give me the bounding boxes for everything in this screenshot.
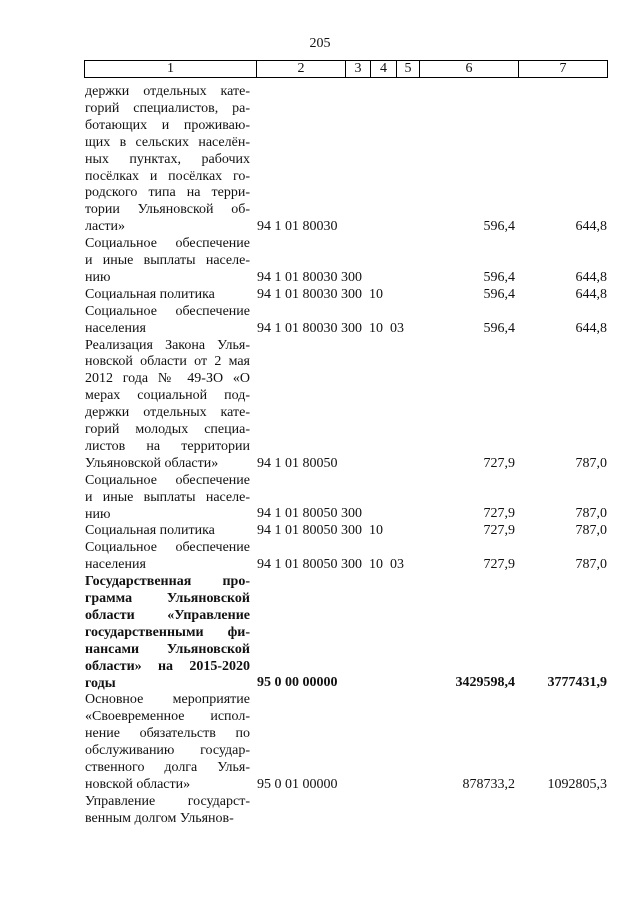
table-row bbox=[0, 236, 640, 287]
page-number: 205 bbox=[309, 36, 331, 51]
row-name-line: ботающих и проживаю- bbox=[85, 117, 250, 133]
row-value-2016: 596,4 bbox=[483, 219, 515, 235]
row-name bbox=[85, 574, 250, 692]
row-name-line: нию bbox=[85, 506, 111, 522]
row-value-2016: 727,9 bbox=[483, 557, 515, 573]
table-row bbox=[0, 287, 640, 304]
row-name-line: 2012 года № 49-ЗО «О bbox=[85, 371, 250, 387]
row-name-line: «Своевременное испол- bbox=[85, 709, 250, 725]
row-code: 94 1 01 80030 bbox=[257, 219, 338, 235]
row-code: 94 1 01 80050 300 10 bbox=[257, 523, 383, 539]
table-row bbox=[0, 574, 640, 692]
row-name-line: населения bbox=[85, 320, 146, 336]
row-name-line: Социальная политика bbox=[85, 523, 215, 539]
row-name-line: области» на 2015-2020 bbox=[85, 658, 250, 674]
row-value-2016: 596,4 bbox=[483, 286, 515, 302]
row-name-line: ласти» bbox=[85, 219, 126, 235]
row-name-line: области «Управление bbox=[85, 607, 250, 623]
row-value-2017: 787,0 bbox=[575, 523, 607, 539]
row-value-2017: 644,8 bbox=[575, 219, 607, 235]
row-name-line: Государственная про- bbox=[85, 574, 250, 590]
row-name-line: держки отдельных кате- bbox=[85, 405, 250, 421]
row-value-2016: 3429598,4 bbox=[455, 675, 515, 691]
row-name bbox=[85, 692, 250, 793]
header-col-1: 1 bbox=[167, 61, 174, 76]
row-name-line: новской области» bbox=[85, 776, 191, 792]
row-name-line: новской области от 2 мая bbox=[85, 354, 250, 370]
row-value-2017: 644,8 bbox=[575, 269, 607, 285]
row-value-2017: 1092805,3 bbox=[547, 776, 607, 792]
row-code: 94 1 01 80030 300 bbox=[257, 269, 362, 285]
row-name-line: Управление государст- bbox=[85, 793, 250, 809]
row-name bbox=[85, 473, 250, 524]
table-row bbox=[0, 84, 640, 236]
table-row bbox=[0, 523, 640, 540]
row-name bbox=[85, 287, 250, 304]
row-value-2016: 727,9 bbox=[483, 523, 515, 539]
row-name-line: обслуживанию государ- bbox=[85, 743, 250, 759]
row-code: 94 1 01 80050 bbox=[257, 455, 338, 471]
table-header bbox=[84, 60, 608, 78]
row-name-line: Основное мероприятие bbox=[85, 692, 250, 708]
table-row bbox=[0, 473, 640, 524]
row-name bbox=[85, 84, 250, 236]
header-col-6: 6 bbox=[419, 61, 518, 77]
row-value-2017: 644,8 bbox=[575, 286, 607, 302]
row-name-line: горий специалистов, ра- bbox=[85, 100, 250, 116]
row-name-line: Социальное обеспечение bbox=[85, 303, 250, 319]
row-name bbox=[85, 304, 250, 338]
row-value-2017: 644,8 bbox=[575, 320, 607, 336]
row-name-line: Социальная политика bbox=[85, 286, 215, 302]
header-col-7: 7 bbox=[518, 61, 607, 77]
header-col-5: 5 bbox=[396, 61, 419, 77]
row-name-line: держки отдельных кате- bbox=[85, 84, 250, 99]
row-name-line: горий молодых специа- bbox=[85, 422, 250, 438]
row-value-2016: 727,9 bbox=[483, 506, 515, 522]
row-name-line: Социальное обеспечение bbox=[85, 540, 250, 556]
row-name-line: ных пунктах, рабочих bbox=[85, 151, 250, 167]
header-col-2: 2 bbox=[256, 61, 345, 77]
row-value-2017: 787,0 bbox=[575, 455, 607, 471]
table-row bbox=[0, 692, 640, 793]
row-name-line: годы bbox=[85, 675, 116, 691]
row-name-line: листов на территории bbox=[85, 438, 250, 454]
header-col-4: 4 bbox=[370, 61, 396, 77]
row-name-line: населения bbox=[85, 557, 146, 573]
row-value-2016: 596,4 bbox=[483, 320, 515, 336]
header-col-3: 3 bbox=[345, 61, 370, 77]
row-name-line: посёлках и посёлках го- bbox=[85, 168, 250, 184]
row-name bbox=[85, 338, 250, 473]
row-value-2016: 878733,2 bbox=[462, 776, 515, 792]
table-row bbox=[0, 540, 640, 574]
row-name-line: Социальное обеспечение bbox=[85, 472, 250, 488]
row-name bbox=[85, 523, 250, 540]
row-name-line: государственными фи- bbox=[85, 624, 250, 640]
row-name bbox=[85, 540, 250, 574]
row-value-2017: 3777431,9 bbox=[547, 675, 607, 691]
row-name-line: Ульяновской области» bbox=[85, 455, 219, 471]
row-code: 94 1 01 80030 300 10 03 bbox=[257, 320, 404, 336]
row-name-line: мерах социальной под- bbox=[85, 388, 250, 404]
row-name-line: нансами Ульяновской bbox=[85, 641, 250, 657]
row-name-line: нение обязательств по bbox=[85, 726, 250, 742]
row-value-2017: 787,0 bbox=[575, 557, 607, 573]
row-name-line: тории Ульяновской об- bbox=[85, 202, 250, 218]
row-name-line: венным долгом Ульянов- bbox=[85, 810, 234, 826]
row-name-line: и иные выплаты населе- bbox=[85, 489, 250, 505]
row-value-2016: 727,9 bbox=[483, 455, 515, 471]
table-row bbox=[0, 794, 640, 828]
row-code: 95 0 00 00000 bbox=[257, 675, 338, 691]
row-name-line: Социальное обеспечение bbox=[85, 236, 250, 252]
row-name-line: родского типа на терри- bbox=[85, 185, 250, 201]
row-name-line: грамма Ульяновской bbox=[85, 591, 250, 606]
row-code: 94 1 01 80050 300 bbox=[257, 506, 362, 522]
row-name-line: щих в сельских населён- bbox=[85, 134, 250, 150]
table-row bbox=[0, 338, 640, 473]
row-code: 95 0 01 00000 bbox=[257, 776, 338, 792]
row-code: 94 1 01 80030 300 10 bbox=[257, 286, 383, 302]
table-row bbox=[0, 304, 640, 338]
row-value-2017: 787,0 bbox=[575, 506, 607, 522]
row-name-line: нию bbox=[85, 269, 111, 285]
row-name bbox=[85, 794, 250, 828]
row-name-line: и иные выплаты населе- bbox=[85, 253, 250, 268]
row-name bbox=[85, 236, 250, 287]
row-name-line: Реализация Закона Улья- bbox=[85, 337, 250, 353]
row-code: 94 1 01 80050 300 10 03 bbox=[257, 557, 404, 573]
row-value-2016: 596,4 bbox=[483, 269, 515, 285]
row-name-line: ственного долга Улья- bbox=[85, 760, 250, 776]
